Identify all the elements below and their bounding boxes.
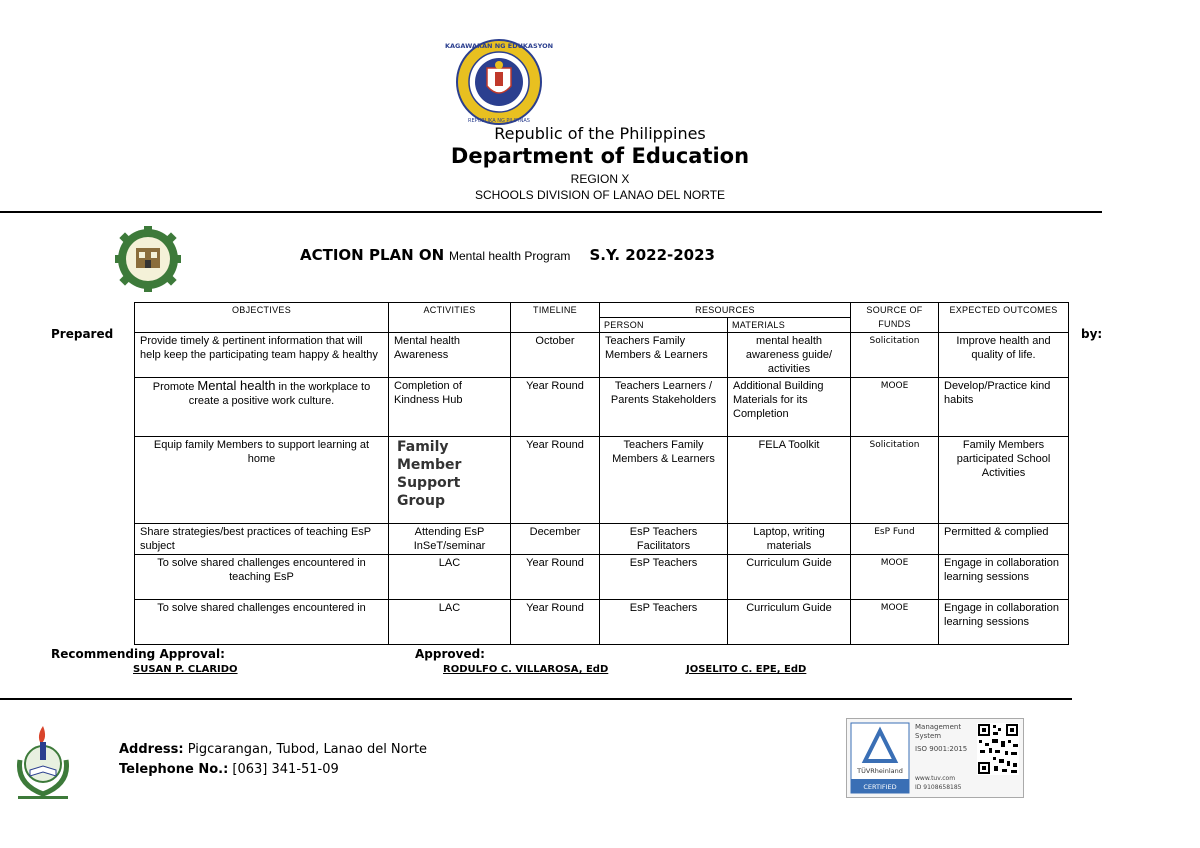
outcome-cell: Permitted & complied xyxy=(939,524,1069,555)
person-cell: EsP Teachers xyxy=(600,555,728,600)
recommending-name: SUSAN P. CLARIDO xyxy=(133,664,238,675)
tuv-logo-icon xyxy=(851,723,909,793)
timeline-cell: Year Round xyxy=(511,378,600,437)
approved-name-1: RODULFO C. VILLAROSA, EdD xyxy=(443,664,609,675)
objective-part-c: in the workplace to create a positive work culture. xyxy=(188,381,371,407)
source-cell: MOOE xyxy=(851,378,939,437)
person-cell: Teachers Learners / Parents Stakeholders xyxy=(600,378,728,437)
objective-part-b: Mental health xyxy=(197,378,276,393)
recommending-approval-label: Recommending Approval: xyxy=(51,647,225,661)
materials-cell: Laptop, writing materials xyxy=(728,524,851,555)
cert-system: Management System xyxy=(915,723,962,740)
outcome-cell: Engage in collaboration learning sessions xyxy=(939,600,1069,645)
table-header-row xyxy=(135,303,1069,318)
action-plan-title xyxy=(300,246,715,264)
plan-topic: Mental health Program xyxy=(448,249,571,263)
materials-cell: Additional Building Materials for its Completion xyxy=(728,378,851,437)
source-cell: EsP Fund xyxy=(851,524,939,555)
tuv-brand: TÜVRheinland xyxy=(857,767,903,775)
deped-seal-logo xyxy=(444,38,554,126)
outcome-cell: Family Members participated School Activities xyxy=(939,437,1069,524)
qr-code-icon xyxy=(977,723,1019,775)
objective-part-a: Promote xyxy=(152,381,198,393)
timeline-cell: Year Round xyxy=(511,437,600,524)
footer-divider xyxy=(0,698,1072,700)
outcome-cell: Improve health and quality of life. xyxy=(939,333,1069,378)
by-label: by: xyxy=(1081,327,1103,341)
person-cell: EsP Teachers xyxy=(600,600,728,645)
materials-cell: FELA Toolkit xyxy=(728,437,851,524)
tuv-certification-badge xyxy=(846,718,1024,798)
approved-name-2: JOSELITO C. EPE, EdD xyxy=(686,664,807,675)
source-cell: MOOE xyxy=(851,555,939,600)
tuv-certified: CERTIFIED xyxy=(863,783,897,791)
header-source: SOURCE OF FUNDS xyxy=(851,303,939,333)
table-row xyxy=(135,437,1069,524)
timeline-cell: Year Round xyxy=(511,555,600,600)
outcome-cell: Develop/Practice kind habits xyxy=(939,378,1069,437)
table-row xyxy=(135,555,1069,600)
timeline-cell: October xyxy=(511,333,600,378)
person-cell: EsP Teachers Facilitators xyxy=(600,524,728,555)
objective-cell: Provide timely & pertinent information that will help keep the participating team happy & healthy xyxy=(135,333,389,378)
address-label: Address: xyxy=(119,742,184,757)
header-timeline: TIMELINE xyxy=(511,303,600,333)
table-row xyxy=(135,600,1069,645)
table-row xyxy=(135,524,1069,555)
cert-iso: ISO 9001:2015 xyxy=(915,745,968,753)
header-divider xyxy=(0,211,1102,213)
telephone-line xyxy=(119,762,339,777)
division-logo xyxy=(12,720,74,802)
telephone-value: [063] 341-51-09 xyxy=(228,762,339,777)
seal-bottom-text: REPUBLIKA NG PILIPINAS xyxy=(468,118,530,124)
timeline-cell: December xyxy=(511,524,600,555)
materials-cell: Curriculum Guide xyxy=(728,600,851,645)
table-row xyxy=(135,378,1069,437)
address-value: Pigcarangan, Tubod, Lanao del Norte xyxy=(183,742,428,757)
materials-cell: Curriculum Guide xyxy=(728,555,851,600)
telephone-label: Telephone No.: xyxy=(119,762,229,777)
objective-cell: Share strategies/best practices of teaching EsP subject xyxy=(135,524,389,555)
source-cell: Solicitation xyxy=(851,333,939,378)
cert-id: ID 9108658185 xyxy=(915,784,962,791)
activity-cell: Mental health Awareness xyxy=(389,333,511,378)
header-person: PERSON xyxy=(600,318,728,333)
header-outcomes: EXPECTED OUTCOMES xyxy=(939,303,1069,333)
outcome-cell: Engage in collaboration learning sessions xyxy=(939,555,1069,600)
cert-web: www.tuv.com xyxy=(915,775,956,782)
action-plan-table xyxy=(134,302,1069,645)
objective-cell: To solve shared challenges encountered in xyxy=(135,600,389,645)
prepared-label: Prepared xyxy=(51,327,114,341)
source-cell: Solicitation xyxy=(851,437,939,524)
region-line: REGION X xyxy=(570,172,630,186)
header-activities: ACTIVITIES xyxy=(389,303,511,333)
activity-cell xyxy=(389,437,511,524)
school-year: S.Y. 2022-2023 xyxy=(589,246,715,264)
family-support-group-text: Family Member Support Group xyxy=(397,439,462,509)
table-row xyxy=(135,333,1069,378)
header-resources: RESOURCES xyxy=(600,303,851,318)
materials-cell: mental health awareness guide/ activities xyxy=(728,333,851,378)
division-line: SCHOOLS DIVISION OF LANAO DEL NORTE xyxy=(474,188,726,202)
header-objectives: OBJECTIVES xyxy=(135,303,389,333)
address-line xyxy=(119,742,427,757)
person-cell: Teachers Family Members & Learners xyxy=(600,333,728,378)
objective-cell: To solve shared challenges encountered in teaching EsP xyxy=(135,555,389,600)
source-cell: MOOE xyxy=(851,600,939,645)
activity-cell: LAC xyxy=(389,600,511,645)
timeline-cell: Year Round xyxy=(511,600,600,645)
department-title: Department of Education xyxy=(450,144,750,168)
activity-cell: Attending EsP InSeT/seminar xyxy=(389,524,511,555)
header-materials: MATERIALS xyxy=(728,318,851,333)
objective-cell: Equip family Members to support learning at home xyxy=(135,437,389,524)
plan-title-bold: ACTION PLAN ON xyxy=(300,246,445,264)
activity-cell: Completion of Kindness Hub xyxy=(389,378,511,437)
activity-cell: LAC xyxy=(389,555,511,600)
republic-line: Republic of the Philippines xyxy=(494,124,706,143)
objective-cell xyxy=(135,378,389,437)
person-cell: Teachers Family Members & Learners xyxy=(600,437,728,524)
approved-label: Approved: xyxy=(415,647,485,661)
seal-top-text: KAGAWARAN NG EDUKASYON xyxy=(444,42,554,50)
school-gear-logo xyxy=(108,226,188,292)
